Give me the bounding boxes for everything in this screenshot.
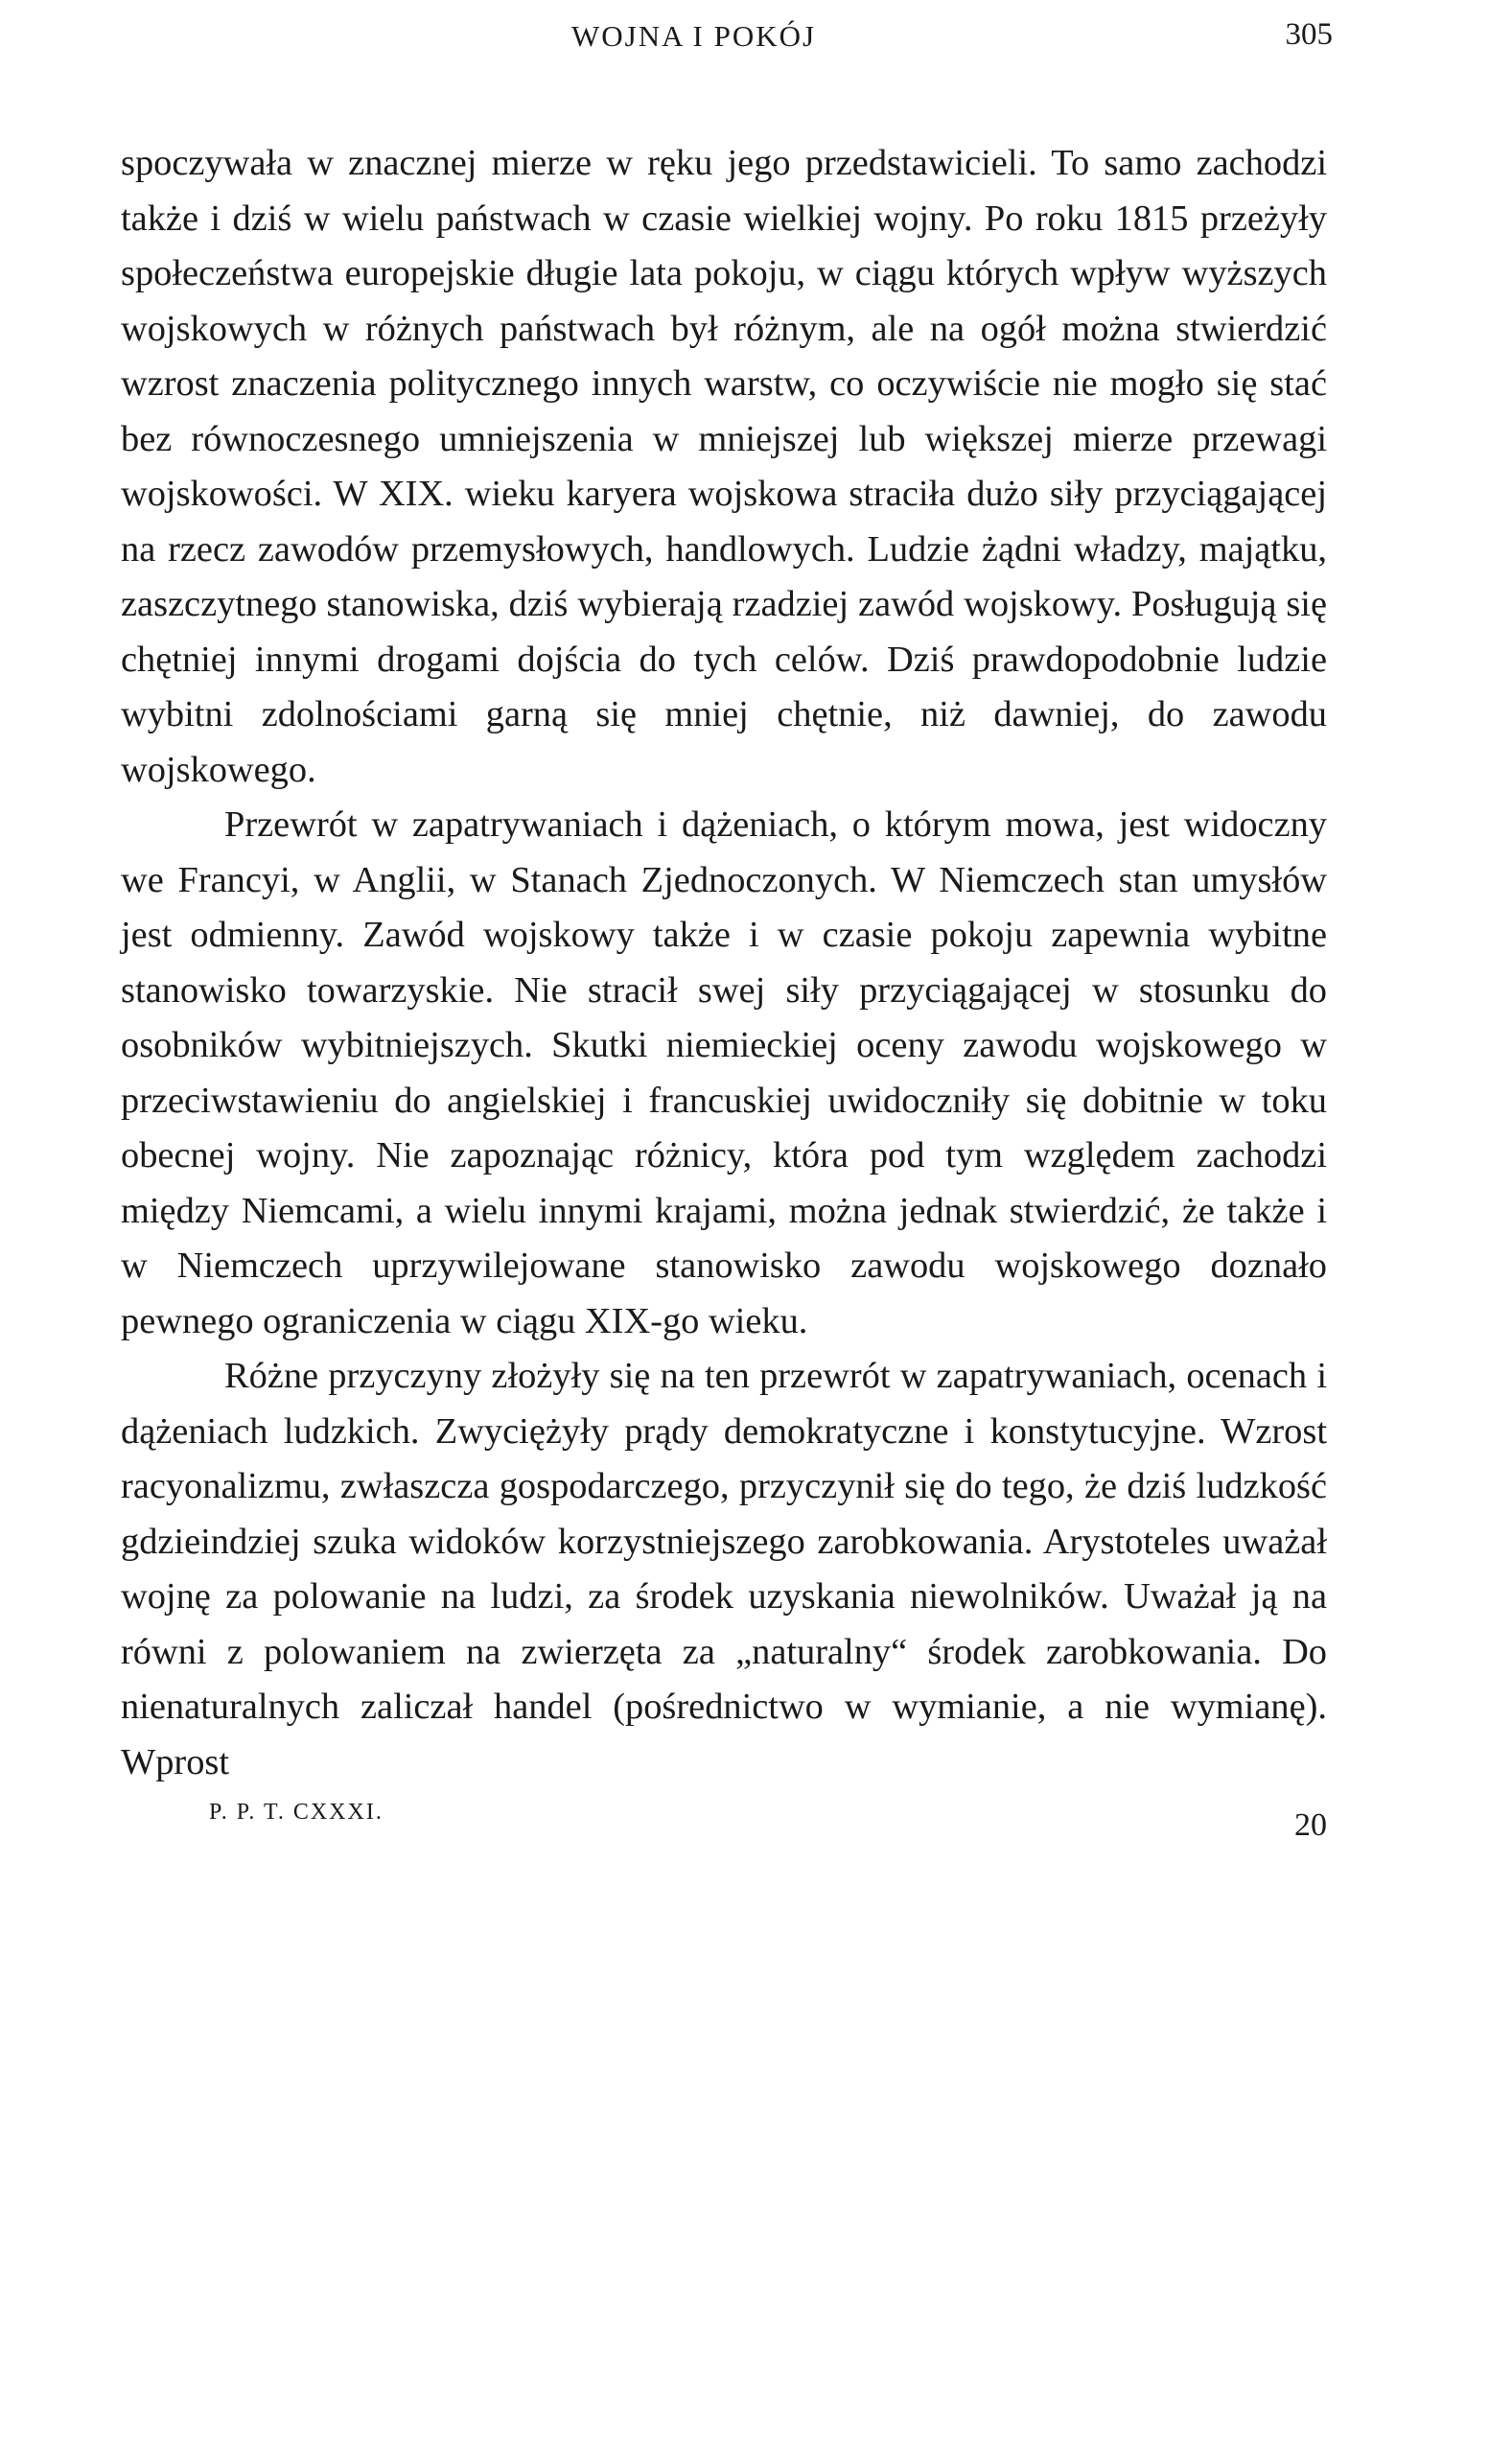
running-title: WOJNA I POKÓJ: [571, 19, 817, 53]
sheet-number: 20: [1294, 1807, 1327, 1843]
signature-mark: P. P. T. CXXXI.: [209, 1800, 384, 1825]
page-footer: [121, 1796, 1327, 1853]
body-text: [121, 136, 1327, 1790]
paragraph-3: Różne przyczyny złożyły się na ten przewrót w zapatrywaniach, ocenach i dążeniach ludzkich. Zwyciężyły prądy demokratyczne i konstytucyjne. Wzrost racyonalizmu, zwłaszcza gospodarczego, przyczynił się do tego, że dziś ludzkość gdzieindziej szuka widoków korzystniejszego zarobkowania. Arystoteles uważał wojnę za polowanie na ludzi, za środek uzyskania niewolników. Uważał ją na równi z polowaniem na zwierzęta za „naturalny“ środek zarobkowania. Do nienaturalnych zaliczał handel (pośrednictwo w wymianie, a nie wymianę). Wprost: [121, 1356, 1327, 1782]
page-number: 305: [1285, 17, 1333, 52]
paragraph-1: spoczywała w znacznej mierze w ręku jego przedstawicieli. To samo zachodzi także i dziś w wielu państwach w czasie wielkiej wojny. Po roku 1815 przeżyły społeczeństwa europejskie długie lata pokoju, w ciągu których wpływ wyższych wojskowych w różnych państwach był różnym, ale na ogół można stwierdzić wzrost znaczenia politycznego innych warstw, co oczywiście nie mogło się stać bez równoczesnego umniejszenia w mniejszej lub większej mierze przewagi wojskowości. W XIX. wieku karyera wojskowa straciła dużo siły przyciągającej na rzecz zawodów przemysłowych, handlowych. Ludzie żądni władzy, majątku, zaszczytnego stanowiska, dziś wybierają rzadziej zawód wojskowy. Posługują się chętniej innymi drogami dojścia do tych celów. Dziś prawdopodobnie ludzie wybitni zdolnościami garną się mniej chętnie, niż dawniej, do zawodu wojskowego.: [121, 143, 1327, 790]
paragraph-2: Przewrót w zapatrywaniach i dążeniach, o którym mowa, jest widoczny we Francyi, w Anglii, w Stanach Zjednoczonych. W Niemczech stan umysłów jest odmienny. Zawód wojskowy także i w czasie pokoju zapewnia wybitne stanowisko towarzyskie. Nie stracił swej siły przyciągającej w stosunku do osobników wybitniejszych. Skutki niemieckiej oceny zawodu wojskowego w przeciwstawieniu do angielskiej i francuskiej uwidoczniły się dobitnie w toku obecnej wojny. Nie zapoznając różnicy, która pod tym względem zachodzi między Niemcami, a wielu innymi krajami, można jednak stwierdzić, że także i w Niemczech uprzywilejowane stanowisko zawodu wojskowego doznało pewnego ograniczenia w ciągu XIX-go wieku.: [121, 804, 1327, 1341]
document-page: [121, 17, 1333, 1853]
running-head: [121, 17, 1333, 75]
